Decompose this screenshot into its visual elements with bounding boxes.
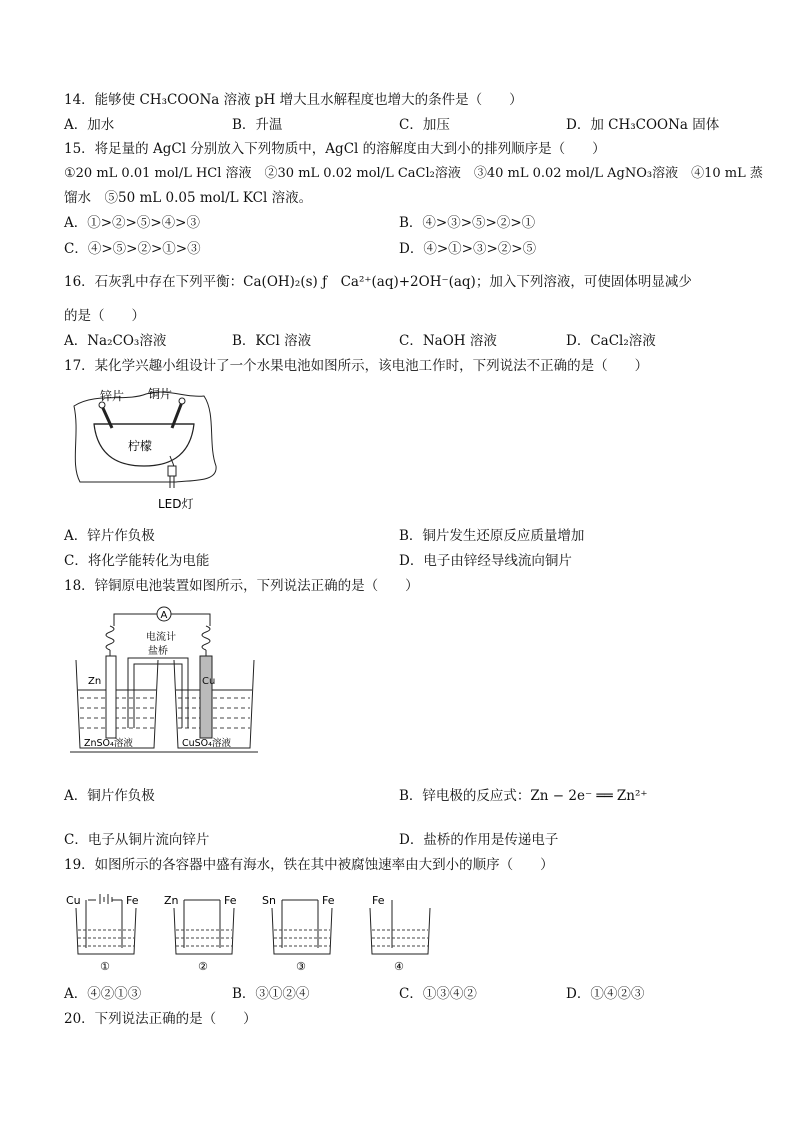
q19-option-b: B．③①②④ <box>232 986 310 1002</box>
meter-label: 电流计 <box>146 632 176 643</box>
q18-stem: 18．锌铜原电池装置如图所示，下列说法正确的是（ ） <box>64 578 419 594</box>
svg-text:Fe: Fe <box>126 894 139 907</box>
zinc-label: 锌片 <box>100 389 125 403</box>
lemon-label: 柠檬 <box>128 439 153 453</box>
q17-option-a: A．锌片作负极 <box>64 528 155 544</box>
q19-option-a: A．④②①③ <box>64 986 142 1002</box>
q19-option-c: C．①③④② <box>399 986 477 1002</box>
q14-option-d: D．加 CH₃COONa 固体 <box>566 117 720 133</box>
svg-text:Zn: Zn <box>164 894 179 907</box>
copper-electrode <box>200 656 212 738</box>
coil-left <box>106 626 114 650</box>
beaker-1 <box>66 894 139 973</box>
q15-substances: ①20 mL 0.01 mol/L HCl 溶液 ②30 mL 0.02 mol/L CaCl₂溶液 ③40 mL 0.02 mol/L AgNO₃溶液 ④10 mL 蒸 <box>64 166 763 181</box>
q15-option-c: C．④>⑤>②>①>③ <box>64 241 201 257</box>
q15-stem: 15．将足量的 AgCl 分别放入下列物质中，AgCl 的溶解度由大到小的排列顺序是（ ） <box>64 141 606 157</box>
q18-option-d: D．盐桥的作用是传递电子 <box>399 832 559 848</box>
left-beaker <box>76 660 158 748</box>
q15-option-b: B．④>③>⑤>②>① <box>399 215 536 231</box>
q15-option-a: A．①>②>⑤>④>③ <box>64 215 200 231</box>
q14-option-c: C．加压 <box>399 117 450 133</box>
q15-substances-cont: 馏水 ⑤50 mL 0.05 mol/L KCl 溶液。 <box>64 190 313 206</box>
zn-label: Zn <box>88 676 102 687</box>
q16-option-b: B．KCl 溶液 <box>232 333 312 349</box>
corrosion-beakers-figure <box>64 890 444 976</box>
q16-option-c: C．NaOH 溶液 <box>399 333 497 349</box>
svg-text:③: ③ <box>296 960 306 973</box>
svg-text:Cu: Cu <box>66 894 81 907</box>
znso4-label: ZnSO₄溶液 <box>84 738 133 749</box>
q16-stem: 16．石灰乳中存在下列平衡：Ca(OH)₂(s) ƒ Ca²⁺(aq)+2OH⁻(aq)；加入下列溶液，可使固体明显减少 <box>64 274 692 290</box>
svg-text:Fe: Fe <box>224 894 237 907</box>
q16-option-a: A．Na₂CO₃溶液 <box>64 333 167 349</box>
q17-option-c: C．将化学能转化为电能 <box>64 553 210 569</box>
q17-stem: 17．某化学兴趣小组设计了一个水果电池如图所示，该电池工作时，下列说法不正确的是（ ） <box>64 358 649 374</box>
svg-text:Fe: Fe <box>322 894 335 907</box>
svg-text:②: ② <box>198 960 208 973</box>
cuso4-label: CuSO₄溶液 <box>182 738 231 749</box>
q16-option-d: D．CaCl₂溶液 <box>566 333 656 349</box>
led-label: LED灯 <box>158 497 194 511</box>
coil-right <box>202 626 210 650</box>
svg-text:①: ① <box>100 960 110 973</box>
q15-option-d: D．④>①>③>②>⑤ <box>399 241 537 257</box>
q16-stem-cont: 的是（ ） <box>64 308 145 324</box>
q20-stem: 20．下列说法正确的是（ ） <box>64 1011 257 1027</box>
q17-option-d: D．电子由锌经导线流向铜片 <box>399 553 572 569</box>
svg-text:A: A <box>160 610 168 621</box>
q18-option-b: B．锌电极的反应式：Zn − 2e⁻ ══ Zn²⁺ <box>399 788 648 804</box>
beaker-2 <box>164 894 237 973</box>
beaker-3 <box>262 894 335 973</box>
q19-option-d: D．①④②③ <box>566 986 645 1002</box>
q14-stem: 14．能够使 CH₃COONa 溶液 pH 增大且水解程度也增大的条件是（ ） <box>64 92 523 108</box>
right-beaker <box>174 660 254 748</box>
svg-text:Sn: Sn <box>262 894 276 907</box>
q18-option-a: A．铜片作负极 <box>64 788 155 804</box>
fruit-battery-figure <box>66 384 236 516</box>
q14-option-a: A．加水 <box>64 117 115 133</box>
bridge-label: 盐桥 <box>148 646 168 657</box>
svg-text:Fe: Fe <box>372 894 385 907</box>
q17-option-b: B．铜片发生还原反应质量增加 <box>399 528 585 544</box>
copper-label: 铜片 <box>148 387 173 401</box>
cu-label: Cu <box>202 676 216 687</box>
q19-stem: 19．如图所示的各容器中盛有海水，铁在其中被腐蚀速率由大到小的顺序（ ） <box>64 857 554 873</box>
zinc-copper-cell-figure <box>70 604 260 756</box>
beaker-4 <box>370 894 430 973</box>
q18-option-c: C．电子从铜片流向锌片 <box>64 832 210 848</box>
svg-text:④: ④ <box>394 960 404 973</box>
q14-option-b: B．升温 <box>232 117 283 133</box>
zinc-electrode <box>106 656 116 738</box>
